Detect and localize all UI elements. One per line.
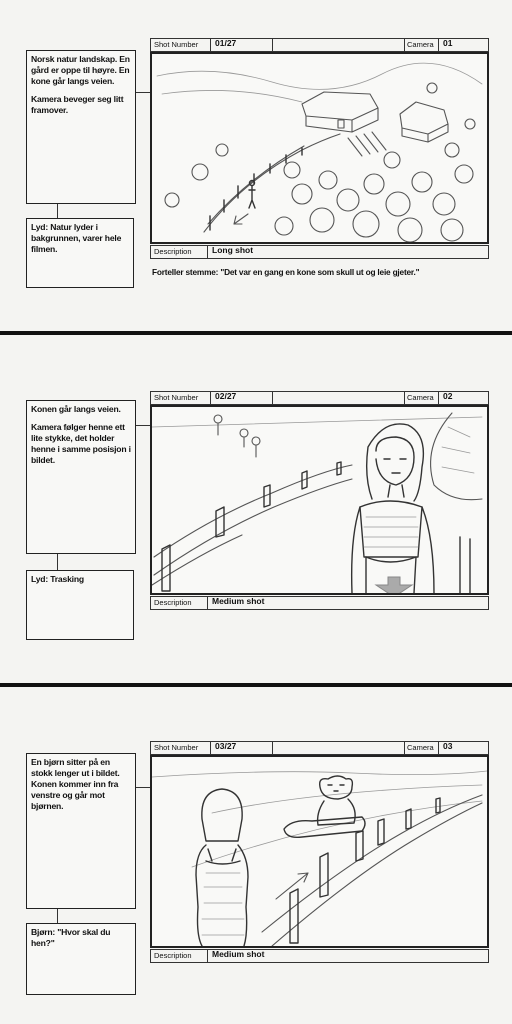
description-bar-1 — [150, 245, 489, 259]
description-bar-2 — [150, 596, 489, 610]
shot-number-value: 01/27 — [215, 38, 237, 48]
action-text: Norsk natur landskap. En gård er oppe til høyre. En kone går langs veien. — [31, 54, 130, 86]
connector-line — [136, 92, 150, 93]
description-value: Medium shot — [212, 596, 265, 606]
shot-number-value: 02/27 — [215, 391, 237, 401]
action-notes-2 — [26, 400, 136, 554]
action-notes-1 — [26, 50, 136, 204]
action-text: Kamera beveger seg litt framover. — [31, 94, 124, 115]
action-text: Konen går langs veien. — [31, 404, 121, 414]
camera-label: Camera — [407, 393, 434, 402]
audio-text: Lyd: Trasking — [31, 574, 84, 584]
storyboard-panel-3 — [0, 687, 512, 1024]
storyboard-panel-2 — [0, 335, 512, 681]
action-text: En bjørn sitter på en stokk lenger ut i bildet. Konen kommer inn fra venstre og går mot bjørnen. — [31, 757, 120, 811]
audio-text: Lyd: Natur lyder i bakgrunnen, varer hele filmen. — [31, 222, 122, 254]
narration-text: Forteller stemme: "Det var en gang en kone som skull ut og leie gjeter." — [152, 267, 420, 277]
connector-line — [57, 554, 58, 570]
shot-number-label: Shot Number — [154, 393, 199, 402]
audio-text: Bjørn: "Hvor skal du hen?" — [31, 927, 111, 948]
audio-notes-3 — [26, 923, 136, 995]
audio-notes-2 — [26, 570, 134, 640]
connector-line — [136, 787, 150, 788]
woman-walking-sketch — [152, 407, 487, 593]
action-text: Kamera følger henne ett lite stykke, det holder henne i samme posisjon i bildet. — [31, 422, 131, 465]
description-label: Description — [154, 247, 192, 256]
camera-value: 02 — [443, 391, 453, 401]
description-value: Long shot — [212, 245, 254, 255]
action-notes-3 — [26, 753, 136, 909]
camera-value: 01 — [443, 38, 453, 48]
landscape-farm-sketch — [152, 54, 487, 242]
description-bar-3 — [150, 949, 489, 963]
shot-number-label: Shot Number — [154, 40, 199, 49]
sketch-frame-1 — [150, 52, 489, 244]
bear-encounter-sketch — [152, 757, 487, 946]
shot-header-2 — [150, 391, 489, 405]
sketch-frame-3 — [150, 755, 489, 948]
description-value: Medium shot — [212, 949, 265, 959]
description-label: Description — [154, 598, 192, 607]
shot-number-label: Shot Number — [154, 743, 199, 752]
audio-notes-1 — [26, 218, 134, 288]
shot-number-value: 03/27 — [215, 741, 237, 751]
shot-header-1 — [150, 38, 489, 52]
camera-label: Camera — [407, 40, 434, 49]
camera-label: Camera — [407, 743, 434, 752]
connector-line — [136, 425, 150, 426]
shot-header-3 — [150, 741, 489, 755]
camera-value: 03 — [443, 741, 453, 751]
description-label: Description — [154, 951, 192, 960]
sketch-frame-2 — [150, 405, 489, 595]
connector-line — [57, 204, 58, 218]
connector-line — [57, 909, 58, 923]
storyboard-panel-1 — [0, 0, 512, 330]
